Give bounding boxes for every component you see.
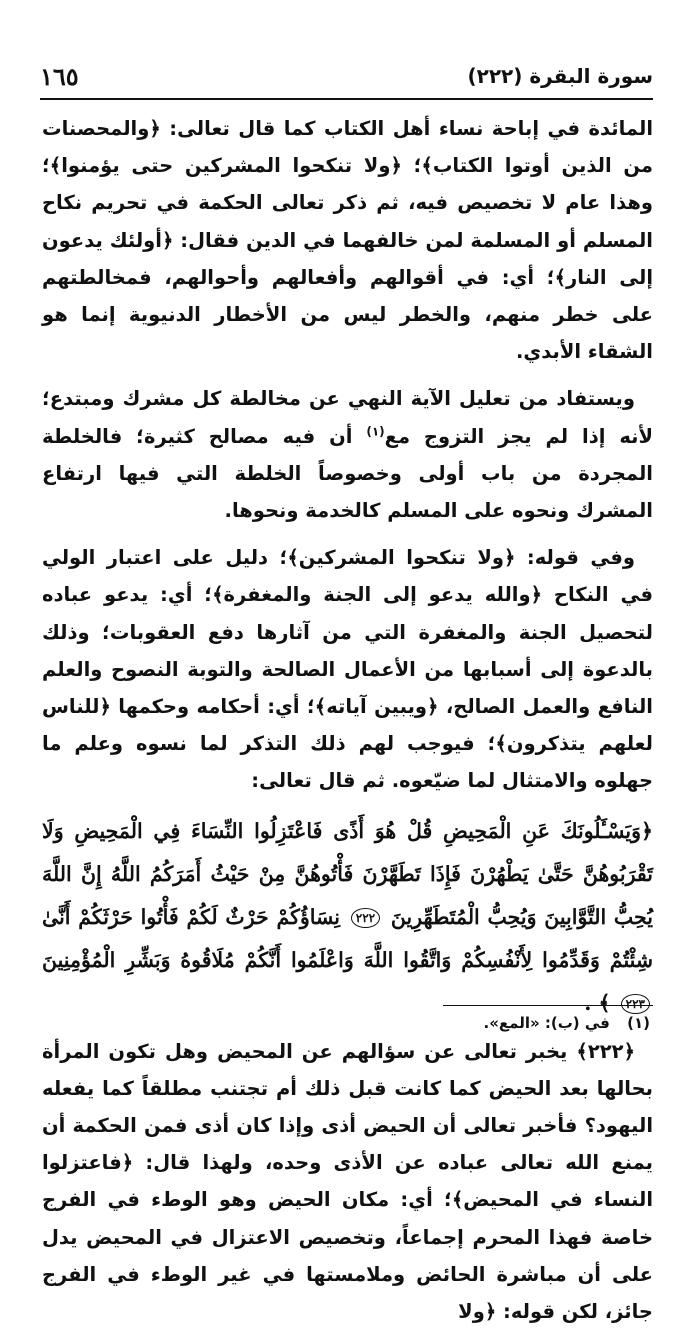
footnote-text: في (ب): «المع». <box>483 1014 610 1032</box>
footnote-marker: (١) <box>366 424 385 439</box>
paragraph-3: وفي قوله: ﴿ولا تنكحوا المشركين﴾؛ دليل على اعتبار الولي في النكاح ﴿والله يدعو إلى الجنة والمغفرة﴾؛ أي: يدعو عباده لتحصيل الجنة والمغفرة التي من آثارها دفع العقوبات؛ وذلك بالدعوة إلى أسبابها من الأعمال الصالحة والتوبة النصوح والعلم النافع والعمل الصالح، ﴿ويبين آياته﴾؛ أي: أحكامه وحكمها ﴿للناس لعلهم يتذكرون﴾؛ فيوجب لهم ذلك التذكر لما نسوه وعلم ما جهلوه والامتثال لما ضيّعوه. ثم قال تعالى: <box>42 546 653 793</box>
page-header <box>40 58 653 100</box>
verse-part-1: ﴿وَيَسْـَٔلُونَكَ عَنِ الْمَحِيضِ قُلْ هُوَ أَذًى فَاعْتَزِلُوا النِّسَاءَ فِي الْمَحِيضِ وَلَا تَقْرَبُوهُنَّ حَتَّىٰ يَطْهُرْنَ فَإِذَا تَطَهَّرْنَ فَأْتُوهُنَّ مِنْ حَيْثُ أَمَرَكُمُ اللَّهُ إِنَّ اللَّهَ يُحِبُّ التَّوَّابِينَ وَيُحِبُّ الْمُتَطَهِّرِينَ <box>42 818 653 929</box>
footnote-divider <box>443 1005 653 1006</box>
verse-part-2: نِسَاؤُكُمْ حَرْثٌ لَكُمْ فَأْتُوا حَرْثَكُمْ أَنَّىٰ شِئْتُمْ وَقَدِّمُوا لِأَنْفُسِكُمْ وَاتَّقُوا اللَّهَ وَاعْلَمُوا أَنَّكُمْ مُلَاقُوهُ وَبَشِّرِ الْمُؤْمِنِينَ <box>42 904 653 972</box>
quran-verse-block <box>42 810 653 1025</box>
paragraph-1: المائدة في إباحة نساء أهل الكتاب كما قال تعالى: ﴿والمحصنات من الذين أوتوا الكتاب﴾؛ ﴿ولا تنكحوا المشركين حتى يؤمنوا﴾؛ وهذا عام لا تخصيص فيه، ثم ذكر تعالى الحكمة في تحريم نكاح المسلم أو المسلمة لمن خالفهما في الدين فقال: ﴿أولئك يدعون إلى النار﴾؛ أي: في أقوالهم وأفعالهم وأحوالهم، فمخالطتهم على خطر منهم، والخطر ليس من الأخطار الدنيوية إنما هو الشقاء الأبدي. <box>42 117 653 364</box>
verse-close: ﴾ . <box>584 990 611 1015</box>
paragraph-4: ﴿٢٢٢﴾ يخبر تعالى عن سؤالهم عن المحيض وهل تكون المرأة بحالها بعد الحيض كما كانت قبل ذلك أم تجتنب مطلقاً كما يفعله اليهود؟ فأخبر تعالى أن الحيض أذى وإذا كان أذى فمن الحكمة أن يمنع الله تعالى عباده عن الأذى وحده، ولهذا قال: ﴿فاعتزلوا النساء في المحيض﴾؛ أي: مكان الحيض وهو الوطء في الفرج خاصة فهذا المحرم إجماعاً، وتخصيص الاعتزال في المحيض يدل على أن مباشرة الحائض وملامستها في غير الوطء في الفرج جائز، لكن قوله: ﴿ولا <box>42 1039 653 1324</box>
page-body <box>42 110 653 1340</box>
page-number: ١٦٥ <box>40 62 79 91</box>
paragraph-2-text-a: ويستفاد من تعليل الآية النهي عن مخالطة كل مشرك ومبتدع؛ لأنه إذا لم يجز التزوج مع <box>42 387 653 448</box>
footnote-number: (١) <box>627 1014 650 1032</box>
verse-number-222: ٢٢٢ <box>351 908 380 928</box>
paragraph-2 <box>42 380 653 529</box>
surah-title: سورة البقرة (٢٢٢) <box>467 64 653 88</box>
verse-number-223: ٢٢٣ <box>621 994 650 1014</box>
paragraph-2-text-b: أن فيه مصالح كثيرة؛ فالخلطة المجردة من باب أولى وخصوصاً الخلطة التي فيها ارتفاع المشرك ونحوه على المسلم كالخدمة ونحوها. <box>42 424 653 523</box>
footnote <box>484 1014 651 1032</box>
